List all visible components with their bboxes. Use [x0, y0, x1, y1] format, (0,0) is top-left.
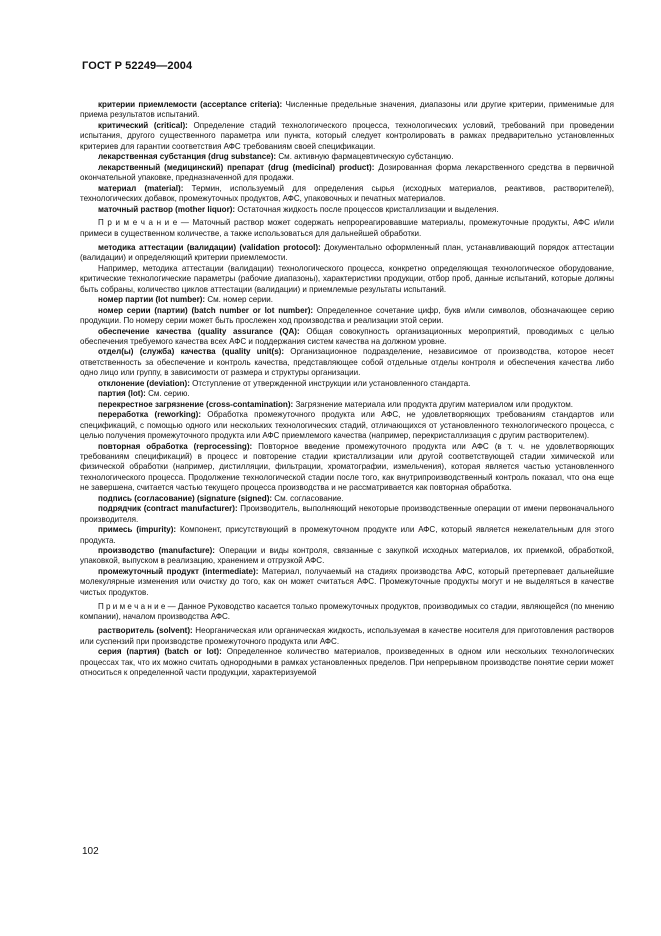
- glossary-entry: [80, 379, 614, 389]
- glossary-entry: [80, 504, 614, 525]
- note-label: П р и м е ч а н и е: [98, 601, 166, 611]
- glossary-entry: [80, 163, 614, 184]
- entry-term: номер серии (партии) (batch number or lot number):: [98, 305, 314, 315]
- entry-definition: Определенное количество материалов, произведенных в одном или нескольких технологических процессах так, что их можно считать однородными в рамках установленных пределов. При непрерывном производстве понятие серии может относиться к определенной части продукции, характеризуемой: [80, 647, 614, 678]
- entry-term: критический (critical):: [98, 120, 188, 130]
- entry-definition: Неорганическая или органическая жидкость, используемая в качестве носителя для приготовления растворов или суспензий при производстве промежуточного продукта или АФС.: [80, 626, 614, 646]
- entry-term: подпись (согласование) (signature (signed):: [98, 493, 273, 503]
- entry-definition: Общая совокупность организационных мероприятий, проводимых с целью обеспечения требуемого качества всех АФС и поддержания систем качества на должном уровне.: [80, 326, 614, 346]
- entry-definition: Остаточная жидкость после процессов кристаллизации и выделения.: [235, 204, 499, 214]
- entry-term: растворитель (solvent):: [98, 626, 193, 636]
- glossary-entry: [80, 100, 614, 121]
- entry-term: промежуточный продукт (intermediate):: [98, 566, 259, 576]
- glossary-entry: [80, 347, 614, 378]
- glossary-entry: [80, 184, 614, 205]
- entry-definition: Документально оформленный план, устанавливающий порядок аттестации (валидации) и определяющий критерии приемлемости.: [80, 242, 614, 263]
- entry-term: партия (lot):: [98, 389, 146, 399]
- entry-definition: Материал, получаемый на стадиях производства АФС, который претерпевает дальнейшие молекулярные изменения или очистку до того, как он может считаться АФС. Промежуточные продукты могут и не выделяться в качестве чистых продуктов.: [80, 566, 615, 597]
- entry-definition: Дозированная форма лекарственного средства в первичной окончательной упаковке, предназначенной для продажи.: [80, 162, 614, 183]
- glossary-entry: [80, 494, 614, 504]
- glossary-entry: [80, 442, 614, 494]
- glossary-entry: [80, 295, 614, 305]
- entry-definition: См. серию.: [145, 389, 190, 399]
- entry-definition: Операции и виды контроля, связанные с закупкой исходных материалов, их приемкой, обработкой, упаковкой, выпуском в реализацию, хранением и отгрузкой АФС.: [80, 546, 615, 566]
- note-text: — Маточный раствор может содержать непрореагировавшие материалы, промежуточные продукты, АФС и/или примеси в существенном количестве, а также использоваться для дальнейшей обработки.: [80, 218, 614, 238]
- entry-definition: Термин, используемый для определения сырья (исходных материалов, реактивов, растворителей), технологических добавок, промежуточных продуктов, АФС, упаковочных и печатных материалов.: [80, 183, 615, 204]
- entry-term: примесь (impurity):: [98, 525, 177, 535]
- entry-definition: Загрязнение материала или продукта другим материалом или продуктом.: [293, 399, 574, 409]
- entry-term: отдел(ы) (служба) качества (quality unit(s):: [98, 347, 285, 357]
- glossary-note: [80, 602, 614, 623]
- glossary-entry: [80, 243, 614, 264]
- glossary-entry: [80, 410, 614, 441]
- entry-definition: См. номер серии.: [205, 295, 273, 305]
- entry-term: критерии приемлемости (acceptance criteria):: [98, 100, 283, 109]
- glossary-entry: [80, 327, 614, 348]
- entry-term: подрядчик (contract manufacturer):: [98, 504, 238, 514]
- glossary-entry: [80, 626, 614, 647]
- entry-term: методика аттестации (валидации) (validation protocol):: [98, 242, 321, 252]
- entry-term: производство (manufacture):: [98, 546, 215, 556]
- glossary-entry: [80, 121, 614, 152]
- glossary-entry: [80, 400, 614, 410]
- entry-definition: Отступление от утвержденной инструкции или установленного стандарта.: [189, 378, 471, 388]
- glossary-note: [80, 218, 614, 239]
- entry-term: лекарственный (медицинский) препарат (drug (medicinal) product):: [98, 162, 375, 172]
- entry-term: переработка (reworking):: [98, 410, 202, 420]
- entry-term: обеспечение качества (quality assurance (QA):: [98, 326, 300, 336]
- note-label: П р и м е ч а н и е: [98, 218, 178, 228]
- glossary-entry: [80, 525, 614, 546]
- entry-definition: Компонент, присутствующий в промежуточном продукте или АФС, который является нежелательным для этого продукта.: [80, 525, 614, 545]
- entry-term: серия (партия) (batch or lot):: [98, 647, 222, 657]
- glossary-paragraph: [80, 264, 614, 295]
- glossary-entry: [80, 152, 614, 162]
- entry-term: лекарственная субстанция (drug substance):: [98, 152, 277, 162]
- glossary-entry: [80, 647, 614, 678]
- entry-definition: См. активную фармацевтическую субстанцию.: [276, 152, 454, 162]
- entry-definition: Например, методика аттестации (валидации) технологического процесса, конкретно определяющая технологическое оборудование, критические технологические параметры (рабочие диапазоны), характеристики продукции, отбор проб, данные испытаний, которые должны быть собраны, количество циклов аттестации (валидации) и приемлемые результаты испытаний.: [80, 263, 614, 294]
- entry-definition: Обработка промежуточного продукта или АФС, не удовлетворяющих требованиям стандартов или спецификаций, с помощью одного или нескольких технологических стадий, отличающихся от установленного технологического процесса, с целью получения промежуточного продукта или АФС приемлемого качества (например, перекристаллизация с другим растворителем).: [80, 410, 614, 441]
- entry-term: номер партии (lot number):: [98, 295, 206, 305]
- glossary-content: [80, 100, 614, 678]
- entry-definition: Определение стадий технологического процесса, технологических условий, требований при проведении испытания, другого существенного параметра или пункта, который следует контролировать в рамках предварительно установленных критериев для гарантии соответствия АФС требованиям своей спецификации.: [80, 120, 615, 151]
- glossary-entry: [80, 306, 614, 327]
- entry-term: отклонение (deviation):: [98, 378, 190, 388]
- glossary-entry: [80, 546, 614, 567]
- entry-term: повторная обработка (reprocessing):: [98, 441, 253, 451]
- entry-term: перекрестное загрязнение (cross-contamination):: [98, 399, 294, 409]
- glossary-entry: [80, 389, 614, 399]
- glossary-entry: [80, 205, 614, 215]
- entry-term: маточный раствор (mother liquor):: [98, 204, 236, 214]
- document-header: ГОСТ Р 52249—2004: [82, 60, 193, 72]
- entry-definition: Повторное введение промежуточного продукта или АФС (в т. ч. не удовлетворяющих требованиям спецификаций) в процесс и повторение стадии кристаллизации или другой соответствующей стадии химической или физической обработки (например, дистилляции, фильтрации, хроматографии, измельчения), которая является частью установленного технологического процесса. Продолжение технологической стадии после того, как внутрипроизводственный контроль показал, что она еще не завершена, считается частью текущего процесса производства и не рассматривается как повторная обработка.: [80, 441, 615, 493]
- note-text: — Данное Руководство касается только промежуточных продуктов, производимых со стадии, являющейся (по мнению компании), началом производства АФС.: [80, 601, 614, 622]
- entry-definition: Производитель, выполняющий некоторые производственные операции от имени первоначального производителя.: [80, 504, 615, 524]
- entry-definition: Организационное подразделение, независимое от производства, которое несет ответственность за обеспечение и контроль качества, представляющее собой отдельные отделы контроля и обеспечения качества либо одно лицо или группу, в зависимости от размера и структуры организации.: [80, 347, 615, 378]
- entry-definition: См. согласование.: [272, 493, 344, 503]
- entry-definition: Численные предельные значения, диапазоны или другие критерии, применимые для приема результатов испытаний.: [80, 100, 614, 120]
- glossary-entry: [80, 567, 614, 598]
- entry-definition: Определенное сочетание цифр, букв и/или символов, обозначающее серию продукции. По номеру серии может быть прослежен ход производства и реализации этой серии.: [80, 305, 615, 326]
- entry-term: материал (material):: [98, 183, 184, 193]
- page-number: 102: [82, 846, 99, 857]
